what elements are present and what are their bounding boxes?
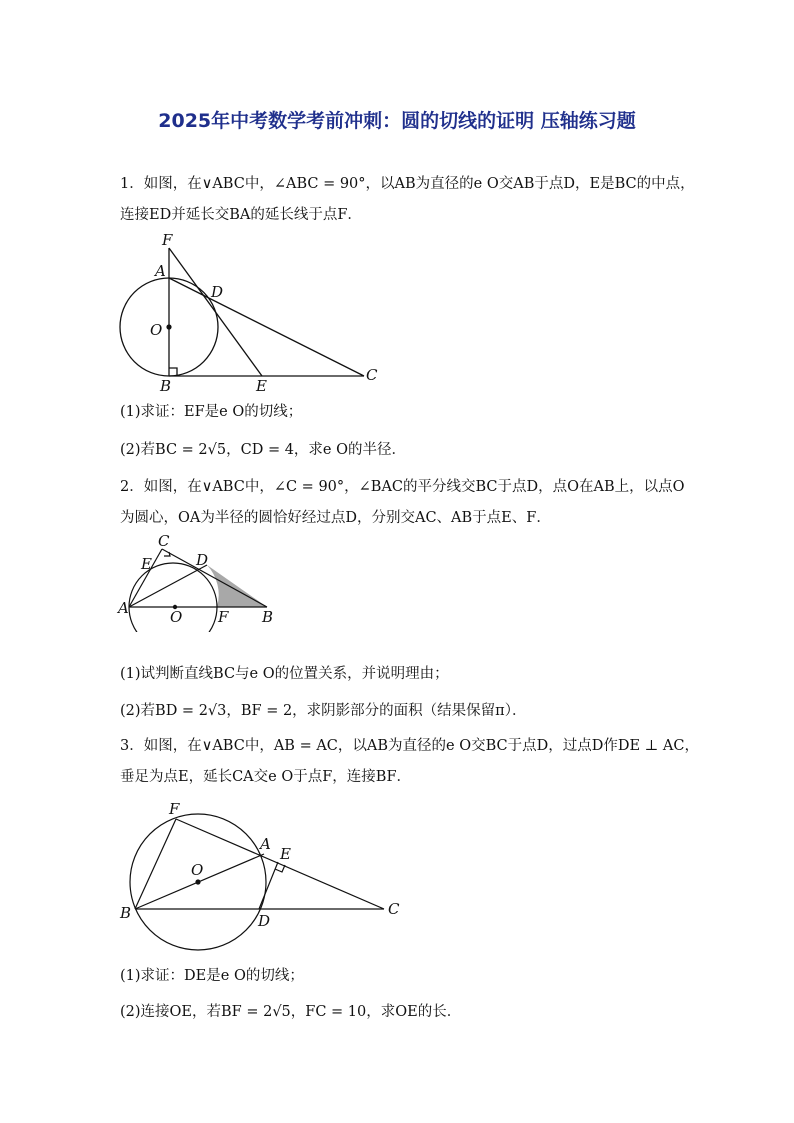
page-title: 2025年中考数学考前冲刺：圆的切线的证明 压轴练习题 [158, 110, 636, 132]
q1-label-O: O [150, 321, 163, 339]
q2-label-E: E [141, 555, 152, 573]
q1-stem-line1: 1．如图，在∨ABC中，∠ABC = 90°，以AB为直径的e O交AB于点D，E是BC的中点， [120, 176, 695, 192]
q2-figure [114, 532, 284, 632]
q3-label-F: F [169, 800, 180, 818]
q1-right-angle [169, 368, 177, 376]
q2-part1: (1)试判断直线BC与e O的位置关系，并说明理由； [120, 666, 449, 682]
q1-label-A: A [155, 262, 166, 280]
q3-center-dot [195, 879, 200, 884]
q2-label-C: C [158, 532, 170, 550]
q3-stem-line2: 垂足为点E，延长CA交e O于点F，连接BF． [120, 769, 412, 785]
q1-part2: (2)若BC = 2√5，CD = 4，求e O的半径． [120, 442, 407, 458]
q3-figure [114, 798, 414, 958]
q2-label-O: O [170, 608, 183, 626]
q1-center-dot [166, 324, 171, 329]
q2-label-D: D [196, 551, 209, 569]
q2-stem-line1: 2．如图，在∨ABC中，∠C = 90°，∠BAC的平分线交BC于点D，点O在AB上，以点O [120, 479, 685, 495]
q3-label-O: O [191, 861, 204, 879]
q1-label-D: D [211, 283, 224, 301]
q1-label-E: E [256, 377, 267, 395]
q3-stem-line1: 3．如图，在∨ABC中，AB = AC，以AB为直径的e O交BC于点D，过点D作DE ⊥ AC， [120, 738, 699, 754]
q1-label-C: C [366, 366, 378, 384]
q2-label-F: F [218, 608, 229, 626]
q2-line-CB [162, 549, 267, 607]
q1-label-B: B [160, 377, 172, 395]
q2-label-B: B [262, 608, 274, 626]
q1-label-F: F [162, 231, 173, 249]
q3-label-D: D [258, 912, 271, 930]
q3-part2: (2)连接OE，若BF = 2√5，FC = 10，求OE的长． [120, 1004, 462, 1020]
q3-label-C: C [388, 900, 400, 918]
q2-stem-line2: 为圆心，OA为半径的圆恰好经过点D，分别交AC、AB于点E、F． [120, 510, 551, 526]
q1-line-AC [169, 278, 364, 376]
q1-stem-line2: 连接ED并延长交BA的延长线于点F． [120, 207, 362, 223]
q1-part1: (1)求证：EF是e O的切线； [120, 404, 303, 420]
q1-line-FE [169, 248, 262, 376]
q3-label-B: B [120, 904, 132, 922]
q3-label-E: E [280, 845, 291, 863]
q3-part1: (1)求证：DE是e O的切线； [120, 968, 304, 984]
q2-label-A: A [118, 599, 129, 617]
q3-label-A: A [260, 835, 271, 853]
q3-line-BF [135, 819, 176, 909]
q2-part2: (2)若BD = 2√3，BF = 2，求阴影部分的面积（结果保留π）． [120, 703, 527, 719]
q3-line-FC [176, 819, 384, 909]
q1-figure [110, 228, 390, 396]
q2-right-angle [164, 552, 170, 556]
